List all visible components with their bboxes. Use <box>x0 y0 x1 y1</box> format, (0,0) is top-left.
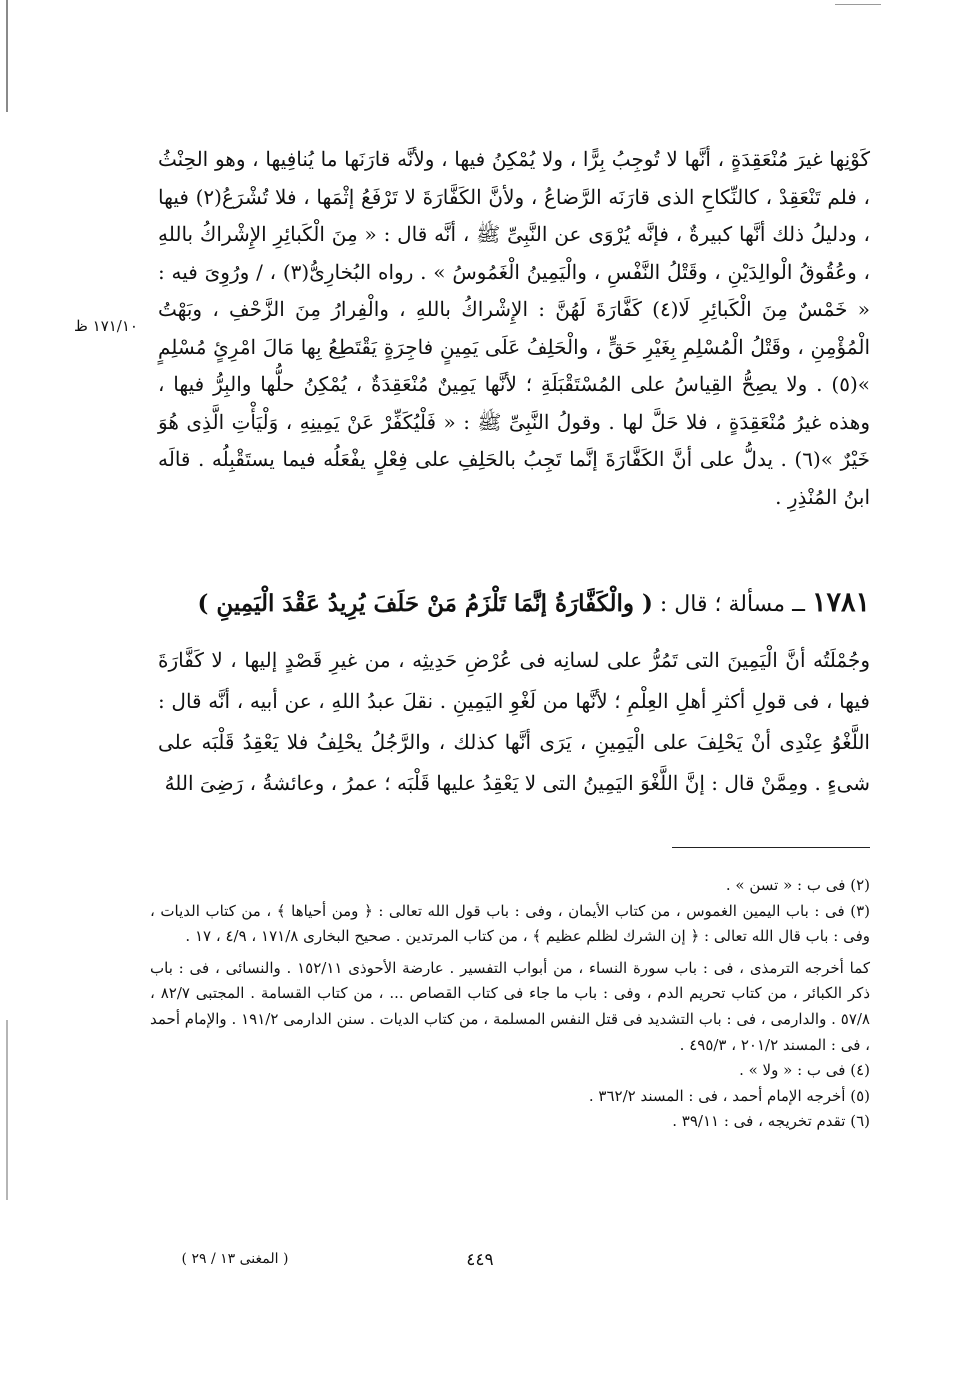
footnote-6: (٦) تقدم تخريجه ، فى : ٣٩/١١ . <box>672 1112 870 1131</box>
issue-quote: ( والْكَفَّارَةُ إنَّمَا تَلْزَمُ مَنْ حَلَفَ يُرِيدُ عَقْدَ الْيَمِينِ ) <box>197 590 653 617</box>
page-number: ٤٤٩ <box>466 1250 494 1270</box>
main-paragraph-2: وجُمْلَتُه أنَّ الْيَمِينَ التى تَمُرُّ على لسانِه فى عُرْضِ حَدِيثِه ، من غيرِ قَصْدٍ إليها ، لا كَفَّارَةَ فيها ، فى قولِ أكثرِ أهلِ العِلْمِ ؛ لأنَّها من لَغْوِ اليَمِينِ . نقلَ عبدُ اللهِ ، عن أبيه ، أنَّه قال : اللَّغْوُ عِنْدِى أنْ يَحْلِفَ على الْيَمِينِ ، يَرَى أنَّها كذلك ، والرَّجُلُ يحْلِفُ فلا يَعْقِدُ قَلْبَه على شىءٍ . ومِمَّنْ قال : إنَّ اللَّغْوَ اليَمِينُ التى لا يَعْقِدُ عليها قَلْبَه ؛ عمرُ ، وعائشةُ ، رَضِىَ اللهُ <box>158 648 870 795</box>
scan-top-mark <box>835 4 881 5</box>
scan-edge-line-lower <box>6 1020 8 1200</box>
scan-edge-line <box>6 0 8 112</box>
issue-lead: ــ مسألة ؛ قال : <box>659 592 805 617</box>
footnote-3: (٣) فى : باب اليمين الغموس ، من كتاب الأيمان ، وفى : باب قول الله تعالى : ﴿ ومن أحياها ﴾ ، من كتاب الديات ، وفى : باب قال الله تعالى : ﴿ إن الشرك لظلم عظيم ﴾ ، من كتاب المرتدين . صحيح البخارى ١٧١/٨ ، ٤/٩ ، ١٧ . <box>150 901 870 946</box>
running-footer: ( المغنى ١٣ / ٢٩ ) <box>181 1251 289 1267</box>
main-paragraph-1: كَوْنِها غيرَ مُنْعَقِدَةٍ ، أنَّها لا تُوجِبُ بِرًّا ، ولا يُمْكِنُ فيها ، ولأنَّه قارَنَها ما يُنافِيها ، وهو الحِنْثُ ، فلم تَنْعَقِدْ ، كالنِّكاحِ الذى قارَنَه الرَّضاعُ ، ولأنَّ الكَفَّارَةَ لا تَرْفَعُ إثْمَها ، فلا تُشْرَعُ(٢) فيها ، ودليلُ ذلك أنَّها كبيرةٌ ، فإنَّه يُرْوَى عن النَّبِىِّ ﷺ ، أنَّه قال : « مِنَ الْكَبائِرِ الإِشْراكُ باللهِ ، وعُقُوقُ الْوالِدَيْنِ ، وقَتْلُ النَّفْسِ ، والْيَمِينُ الْغَمُوسُ » . رواه البُخارِىُّ(٣) ، / ورُوِىَ فيه : « خَمْسٌ مِنَ الْكَبائِرِ لَا(٤) كَفَّارَةَ لَهُنَّ : الإِشْراكُ باللهِ ، والْفِرارُ مِنَ الزَّحْفِ ، وبَهْتُ الْمُؤْمِنِ ، وقَتْلُ الْمُسْلِمِ بِغَيْرِ حَقٍّ ، والْحَلِفُ عَلَى يَمِينٍ فاجِرَةٍ يَقْتَطِعُ بِها مَالَ امْرِئٍ مُسْلِمٍ »(٥) . ولا يصِحُّ القِياسُ على المُسْتَقْبَلَةِ ؛ لأنَّها يَمِينٌ مُنْعَقِدَةٌ ، يُمْكِنُ حلُّها والبِرُّ فيها ، وهذه غيرُ مُنْعَقِدَةٍ ، فلا حَلَّ لها . وقولُ النَّبِىِّ ﷺ : « فَلْيُكَفِّرْ عَنْ يَمِينِهِ ، وَلْيَأْتِ الَّذِى هُوَ خَيْرٌ »(٦) . يدلُّ على أنَّ الكَفَّارَةَ إنَّما تَجِبُ بالحَلِفِ على فِعْلٍ يفْعَلُه فيما يستَقْبِلُه . قالَه ابنُ المُنْذِرِ . <box>158 147 871 509</box>
footnote-3-continued: كما أخرجه الترمذى ، فى : باب سورة النساء ، من أبواب التفسير . عارضة الأحوذى ١٥٢/١١ . والنسائى ، فى : باب ذكر الكبائر ، من كتاب تحريم الدم ، وفى : باب ما جاء فى كتاب القصاص ... ، من كتاب القسامة . المجتبى ٨٢/٧ ، ٥٧/٨ . والدارمى ، فى : باب التشديد فى قتل النفس المسلمة ، من كتاب الديات . سنن الدارمى ١٩١/٢ . والإمام أحمد ، فى : المسند ٢٠١/٢ ، ٤٩٥/٣ . <box>150 958 871 1054</box>
footnotes-block <box>150 873 870 1135</box>
footnote-5: (٥) أخرجه الإمام أحمد ، فى : المسند ٣٦٢/٢ . <box>588 1086 870 1105</box>
footnote-4: (٤) فى ب : « ولا » . <box>739 1061 870 1080</box>
manuscript-folio-note: ١٧١/١٠ ظ <box>74 317 138 335</box>
footnote-2: (٢) فى ب : « تسن » . <box>725 876 870 894</box>
issue-number: ١٧٨١ <box>811 587 870 618</box>
footnote-separator <box>672 847 870 848</box>
section-heading <box>158 581 870 627</box>
